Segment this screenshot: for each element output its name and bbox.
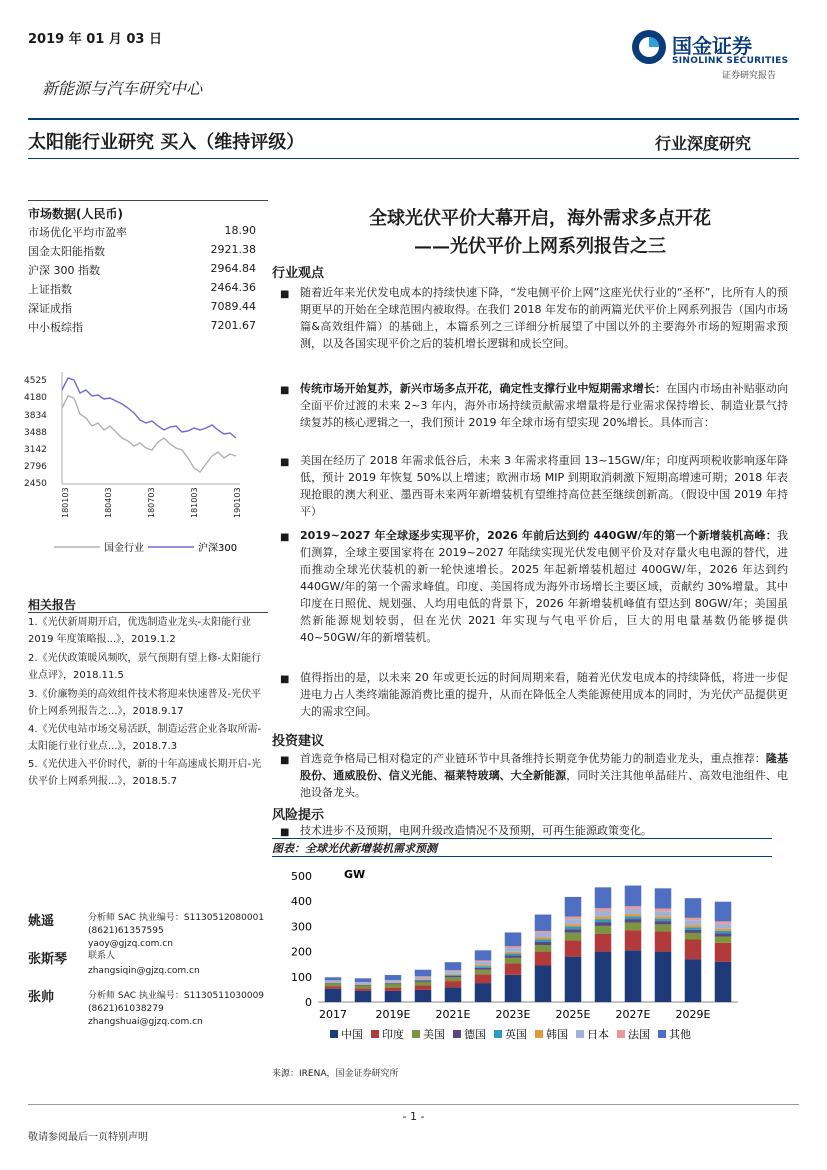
bar-segment [445,987,462,1002]
report-subtitle: ——光伏平价上网系列报告之三 [414,236,666,257]
bar-segment [505,955,522,958]
logo-emblem-icon [630,28,668,66]
y-tick-label: 300 [291,920,312,934]
series-hs300-line [62,378,236,438]
analyst-info: 联系人 zhangsiqin@gjzq.com.cn [88,951,200,976]
market-data-heading: 市场数据(人民币) [28,207,123,221]
bar-segment [475,960,492,961]
y-tick-label: 400 [291,895,312,909]
bar-segment [325,986,342,989]
bullet-icon: ■ [280,457,290,468]
bar-segment [685,918,702,921]
related-report-item[interactable]: 4.《光伏电站市场交易活跃，制造运营企业各取所需-太阳能行业行业点...》，2018.7.3 [28,724,262,752]
logo-sub: 证券研究报告 [722,71,777,81]
industry-rating: 太阳能行业研究 买入（维持评级） [28,132,305,153]
y-tick: 3142 [24,445,47,455]
bar-segment [595,934,612,952]
risk-paragraph: 技术进步不及预期，电网升级改造情况不及预期，可再生能源政策变化。 [300,824,652,837]
legend-label: 其他 [669,1028,691,1041]
page-number: - 1 - [402,1110,425,1123]
analyst-info: 分析师 SAC 执业编号：S1130512080001 (8621)61357595 yaoy@gjzq.com.cn [88,913,265,949]
bar-segment [445,976,462,978]
chart-top-rule [272,838,772,839]
bar-segment [535,965,552,1002]
bar-segment [565,917,582,920]
report-date: 2019 年 01 月 03 日 [28,32,162,47]
legend-label: 美国 [423,1028,445,1041]
legend-label: 英国 [505,1028,527,1041]
x-tick-label: 2023E [495,1008,531,1021]
bar-segment [625,930,642,950]
y-tick: 3488 [24,428,47,438]
bar-segment [415,977,432,979]
bar-segment [595,917,612,920]
market-row: 国金太阳能指数 2921.38 [28,243,256,258]
related-report-item[interactable]: 5.《光伏进入平价时代，新的十年高速成长期开启-光伏平价上网系列报...》，2018.5.7 [28,759,262,787]
bar-segment [415,985,432,990]
bar-segment [715,929,732,931]
view-heading: 行业观点 [272,266,325,281]
view-paragraph: 值得指出的是，以未来 20 年或更长远的时间周期来看，随着光伏发电成本的持续降低，将进一步促进电力占人类终端能源消费比重的提升，从而在降低全人类能源使用成本的同时，为光伏产品提供更大的需求空间。 [300,671,788,718]
x-tick: 180103 [61,487,70,518]
bar-segment [565,929,582,933]
bar-segment [415,990,432,1002]
bar-segment [655,909,672,912]
bar-segment [475,966,492,968]
bar-segment [355,982,372,984]
legend-industry: 国金行业 [104,543,144,554]
bar-segment [625,914,642,916]
view-paragraph: 美国在经历了 2018 年需求低谷后，未来 3 年需求将重回 13~15GW/年；印度两项税收影响逐年降低，预计 2019 年恢复 50%以上增速；欧洲市场 MIP 到期取消刺激下短期高增速可期；2018 年表现抢眼的澳大利亚、墨西哥未来两年新增装机有望维持高位甚至继续创新高。（假设中国 2019 年持平） [300,454,788,518]
y-tick: 3834 [24,411,47,421]
bar-segment [415,979,432,980]
analyst-name: 张帅 [28,990,55,1005]
y-tick: 2796 [24,462,47,472]
related-report-item[interactable]: 1.《光伏新周期开启，优选制造业龙头-太阳能行业 2019 年度策略报...》，2019.1.2 [28,617,252,645]
bar-segment [385,980,402,981]
view-paragraph: 传统市场开始复苏，新兴市场多点开花，确定性支撑行业中短期需求增长：在国内市场由补贴驱动向全面平价过渡的未来 2~3 年内，海外市场持续贡献需求增量将是行业需求保持增长、制造业景气持续复苏的核心逻辑之一，我们预计 2019 年全球市场有望实现 20%增长。具体而言： [300,382,789,429]
bar-segment [715,933,732,936]
bar-segment [655,911,672,916]
bar-segment [385,984,402,987]
bar-segment [385,983,402,984]
bar-segment [655,924,672,931]
bar-segment [535,915,552,931]
research-center: 新能源与汽车研究中心 [42,79,203,98]
bar-segment [355,988,372,990]
related-report-item[interactable]: 3.《价廉物美的高效组件技术将迎来快速普及-光伏平价上网系列报告之...》，2018.9.17 [28,689,262,717]
x-tick: 181003 [190,487,199,518]
legend-swatch [330,1030,338,1038]
y-tick-label: 500 [291,870,312,883]
y-tick: 2450 [24,479,47,489]
view-paragraph: 随着近年来光伏发电成本的持续快速下降，“发电侧平价上网”这座光伏行业的“圣杯”，比所有人的预期更早的开始在全球范围内被取得。在我们 2018 年发布的前两篇光伏平价上网系列报告（国内市场篇&高效组件篇）的基础上，本篇系列之三详细分析展望了中国以外的主要海外市场的短期需求预测，以及各国实现平价之后的装机增长逻辑和成长空间。 [300,286,788,350]
bullet-icon: ■ [280,755,290,766]
bar-segment [475,983,492,1002]
analyst-name: 姚遥 [28,914,55,929]
bar-segment [325,983,342,986]
x-tick-label: 2025E [555,1008,591,1021]
logo-en: SINOLINK SECURITIES [672,56,789,66]
bar-segment [325,981,342,983]
x-tick-label: 2019E [375,1008,411,1021]
market-row: 市场优化平均市盈率 18.90 [28,224,256,239]
bar-segment [655,921,672,924]
footer-divider [28,1104,799,1105]
legend-swatch [453,1030,461,1038]
bar-segment [715,931,732,934]
bar-segment [445,974,462,975]
bar-segment [565,933,582,941]
legend-swatch [617,1030,625,1038]
bar-segment [685,920,702,925]
bar-segment [505,932,522,946]
legend-label: 中国 [341,1028,363,1041]
bar-segment [415,982,432,986]
bar-segment [685,898,702,918]
bar-segment [475,974,492,983]
legend-label: 印度 [382,1028,404,1041]
bar-segment [535,931,552,933]
y-tick-label: 200 [291,945,312,959]
bar-segment [325,989,342,1002]
bar-segment [565,957,582,1002]
x-tick-label: 2027E [615,1008,651,1021]
bar-segment [415,976,432,977]
bullet-icon: ■ [280,827,290,838]
bar-segment [715,943,732,962]
bar-segment [505,963,522,974]
bar-segment [595,919,612,922]
bar-segment [505,958,522,964]
bar-segment [715,962,732,1002]
bar-segment [325,977,342,980]
bar-segment [685,940,702,960]
bar-segment [385,983,402,984]
x-tick: 190103 [233,487,242,518]
bar-segment [595,926,612,934]
bar-segment [685,930,702,933]
legend-hs300: 沪深300 [198,543,238,554]
chart-source: 来源：IRENA，国金证券研究所 [272,1069,399,1079]
bar-segment [535,940,552,943]
bar-segment [355,986,372,989]
bar-segment [625,906,642,909]
bar-segment [505,953,522,955]
bar-segment [625,916,642,919]
bar-segment [565,924,582,926]
legend-swatch [658,1030,666,1038]
related-reports-heading: 相关报告 [28,598,77,612]
bar-segment [385,975,402,980]
bar-segment [625,950,642,1002]
bar-segment [595,911,612,917]
bar-segment [475,950,492,960]
bar-segment [685,933,702,940]
bar-segment [565,940,582,956]
legend-label: 韩国 [546,1028,568,1041]
bar-segment [625,909,642,914]
bar-segment [715,924,732,929]
y-tick: 4180 [24,393,47,403]
legend-label: 日本 [587,1028,609,1041]
analyst-info: 分析师 SAC 执业编号：S1130511030009 (8621)61038279 zhangshuai@gjzq.com.cn [88,991,265,1027]
bar-segment [685,925,702,927]
bar-segment [445,971,462,974]
risk-heading: 风险提示 [272,808,325,823]
chart-caption: 图表：全球光伏新增装机需求预测 [272,842,437,855]
legend-swatch [494,1030,502,1038]
report-title: 全球光伏平价大幕开启，海外需求多点开花 [369,208,711,229]
legend-label: 德国 [464,1028,486,1041]
legend-label: 法国 [628,1028,650,1041]
header-divider [28,118,799,120]
related-divider [28,612,268,613]
legend-swatch [412,1030,420,1038]
invest-heading: 投资建议 [272,734,325,749]
chart-caption-rule [272,856,772,857]
y-tick: 4525 [24,376,47,386]
bar-segment [355,978,372,982]
y-axis-label: GW [344,868,366,881]
bar-segment [355,985,372,986]
bar-segment [325,983,342,984]
bar-segment [565,919,582,924]
y-tick-label: 100 [291,970,312,984]
bullet-icon: ■ [280,532,290,543]
bar-segment [385,981,402,983]
y-tick-label: 0 [305,996,312,1009]
bar-segment [475,962,492,965]
legend-swatch [576,1030,584,1038]
bar-segment [685,927,702,930]
bar-segment [655,888,672,908]
market-row: 深证成指 7089.44 [28,300,256,315]
bar-segment [535,952,552,966]
bar-segment [445,962,462,970]
bar-segment [445,970,462,971]
bar-segment [475,970,492,975]
x-tick: 180403 [104,487,113,518]
bar-segment [505,948,522,952]
side-divider [28,200,268,201]
bar-segment [595,908,612,911]
bar-segment [385,982,402,983]
bar-segment [565,897,582,917]
demand-forecast-chart [272,860,772,1060]
company-logo [630,24,800,84]
bar-segment [475,968,492,970]
bar-segment [505,975,522,1002]
header-divider-2 [28,158,799,159]
bar-segment [655,952,672,1002]
bar-segment [685,959,702,1002]
bar-segment [535,942,552,945]
bar-segment [625,919,642,923]
x-tick-label: 2017 [319,1008,347,1021]
x-tick-label: 2021E [435,1008,471,1021]
legend-swatch [371,1030,379,1038]
bar-segment [355,984,372,985]
bar-segment [355,991,372,1002]
bar-segment [535,933,552,938]
bar-segment [385,991,402,1002]
bar-segment [445,975,462,976]
bar-segment [505,952,522,954]
bar-segment [415,970,432,977]
bar-segment [385,988,402,991]
bar-segment [565,926,582,929]
market-row: 中小板综指 7201.67 [28,319,256,334]
invest-paragraph: 首选竞争格局已相对稳定的产业链环节中具备维持长期竞争优势能力的制造业龙头，重点推荐：隆基股份、通威股份、信义光能、福莱特玻璃、大全新能源，同时关注其他单晶硅片、高效电池组件、电池设备龙头。 [300,752,789,799]
bar-segment [415,981,432,982]
report-type: 行业深度研究 [655,134,752,153]
bullet-icon: ■ [280,289,290,300]
bar-segment [595,887,612,908]
x-tick: 180703 [147,487,156,518]
logo-name: 国金证券 [672,34,752,58]
bar-segment [595,952,612,1002]
analyst-name: 张斯琴 [28,952,68,967]
series-industry-line [62,396,236,472]
bar-segment [595,922,612,926]
bar-segment [625,923,642,931]
index-line-chart [20,368,270,568]
disclaimer-note: 敬请参阅最后一页特别声明 [28,1132,148,1143]
bar-segment [505,946,522,948]
bar-segment [445,977,462,981]
bar-segment [655,916,672,918]
bar-segment [535,937,552,939]
legend-swatch [535,1030,543,1038]
bar-segment [445,981,462,987]
bar-segment [535,945,552,952]
bar-segment [655,931,672,951]
view-paragraph: 2019~2027 年全球逐步实现平价，2026 年前后达到约 440GW/年的第一个新增装机高峰：我们测算，全球主要国家将在 2019~2027 年陆续实现光伏发电侧平价及对存量火电电源的替代，进而推动全球光伏装机的新一轮快速增长。2025 年起新增装机超过 400GW/年，2026 年达到约 440GW/年的第一个需求峰值。印度、美国将成为海外市场增长主要区域，贡献约 30%增量。其中印度在日照优、规划强、人均用电低的背景下，2026 年新增装机峰值有望达到 80GW/年；美国虽然新能源规划较弱，但在光伏 2021 年实现与气电平价后，巨大的用电量基数仍能够提供 40~50GW/年的新增装机。 [300,529,788,644]
bar-segment [715,921,732,924]
bar-segment [715,936,732,942]
bullet-icon: ■ [280,385,290,396]
related-report-item[interactable]: 2.《光伏政策暖风频吹，景气预期有望上修-太阳能行业点评》，2018.11.5 [28,653,262,681]
bar-segment [475,965,492,966]
bullet-icon: ■ [280,674,290,685]
bar-segment [415,980,432,981]
bar-segment [625,886,642,907]
market-row: 沪深 300 指数 2964.84 [28,262,256,277]
x-tick-label: 2029E [675,1008,711,1021]
market-row: 上证指数 2464.36 [28,281,256,296]
bar-segment [655,919,672,922]
bar-segment [715,902,732,922]
